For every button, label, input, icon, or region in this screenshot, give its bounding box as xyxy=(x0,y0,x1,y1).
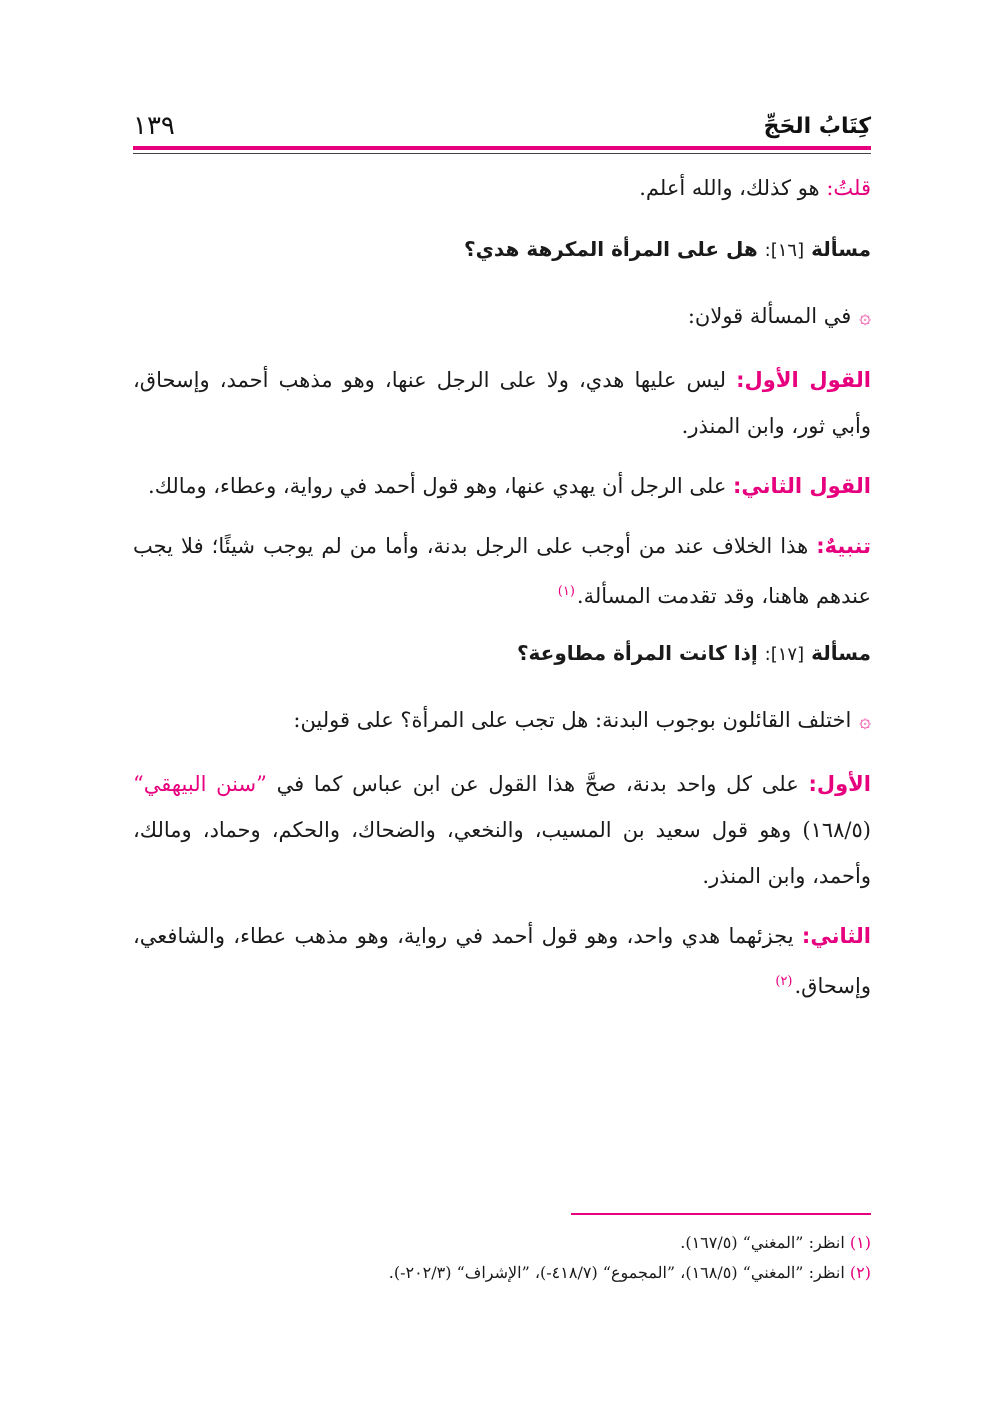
page-header xyxy=(133,108,871,144)
paragraph-disagreement xyxy=(133,697,871,743)
footnotes xyxy=(133,1228,871,1288)
issue-label: مسألة xyxy=(811,641,871,665)
issue-number: [١٧]: xyxy=(764,644,805,665)
footnote-text: انظر: ”المغني“ (١٦٧/٥). xyxy=(680,1233,845,1252)
issue-title: هل على المرأة المكرهة هدي؟ xyxy=(464,237,765,261)
note-text: هذا الخلاف عند من أوجب على الرجل بدنة، وأما من لم يوجب شيئًا؛ فلا يجب عندهم هاهنا، وقد تقدمت المسألة. xyxy=(133,534,871,608)
footnote-separator xyxy=(571,1213,871,1215)
footnote-ref-1[interactable]: (١) xyxy=(557,584,575,599)
paragraph-note xyxy=(133,523,871,619)
qult-text: هو كذلك، والله أعلم. xyxy=(639,176,827,200)
footnote xyxy=(133,1228,871,1258)
issue-number: [١٦]: xyxy=(764,240,805,261)
qult-label: قلتُ: xyxy=(826,176,871,200)
footnote-number: (١) xyxy=(849,1233,871,1252)
issue-heading-17 xyxy=(133,633,871,675)
first-text-a: على كل واحد بدنة، صحَّ هذا القول عن ابن عباس كما في xyxy=(266,772,809,796)
paragraph-second xyxy=(133,913,871,1009)
footnote-text: انظر: ”المغني“ (١٦٨/٥)، ”المجموع“ (٤١٨/٧-)، ”الإشراف“ (٢٠٢/٣-). xyxy=(388,1263,845,1282)
page-number: ١٣٩ xyxy=(133,111,175,141)
issue-title: إذا كانت المرأة مطاوعة؟ xyxy=(516,641,765,665)
disagreement-text: اختلف القائلون بوجوب البدنة: هل تجب على المرأة؟ على قولين: xyxy=(293,708,852,732)
footnote xyxy=(133,1258,871,1288)
paragraph-two-opinions xyxy=(133,293,871,339)
second-opinion-text: على الرجل أن يهدي عنها، وهو قول أحمد في رواية، وعطاء، ومالك. xyxy=(148,474,734,498)
source-title: ”سنن البيهقي“ xyxy=(133,772,267,796)
second-opinion-label: القول الثاني: xyxy=(733,474,871,498)
issue-label: مسألة xyxy=(811,237,871,261)
issue-heading-16 xyxy=(133,229,871,271)
main-text xyxy=(133,165,871,1023)
header-rule xyxy=(133,146,871,150)
header-rule-thin xyxy=(133,153,871,154)
footnote-ref-2[interactable]: (٢) xyxy=(775,974,793,989)
footnote-number: (٢) xyxy=(849,1263,871,1282)
two-opinions-text: في المسألة قولان: xyxy=(687,304,852,328)
book-title: كِتَابُ الحَجِّ xyxy=(763,113,871,139)
second-label: الثاني: xyxy=(801,924,871,948)
paragraph-first-opinion xyxy=(133,357,871,449)
paragraph-qult xyxy=(133,165,871,211)
flower-ornament-icon: ۞ xyxy=(859,708,871,732)
paragraph-second-opinion xyxy=(133,463,871,509)
paragraph-first xyxy=(133,761,871,899)
first-opinion-text: ليس عليها هدي، ولا على الرجل عنها، وهو مذهب أحمد، وإسحاق، وأبي ثور، وابن المنذر. xyxy=(133,368,871,438)
note-label: تنبيهٌ: xyxy=(816,534,871,558)
first-opinion-label: القول الأول: xyxy=(736,368,872,392)
flower-ornament-icon: ۞ xyxy=(859,304,871,328)
second-text: يجزئهما هدي واحد، وهو قول أحمد في رواية، وهو مذهب عطاء، والشافعي، وإسحاق. xyxy=(133,924,871,998)
first-text-b: (١٦٨/٥) وهو قول سعيد بن المسيب، والنخعي، والضحاك، والحكم، وحماد، ومالك، وأحمد، وابن المنذر. xyxy=(133,818,871,888)
first-label: الأول: xyxy=(808,772,871,796)
